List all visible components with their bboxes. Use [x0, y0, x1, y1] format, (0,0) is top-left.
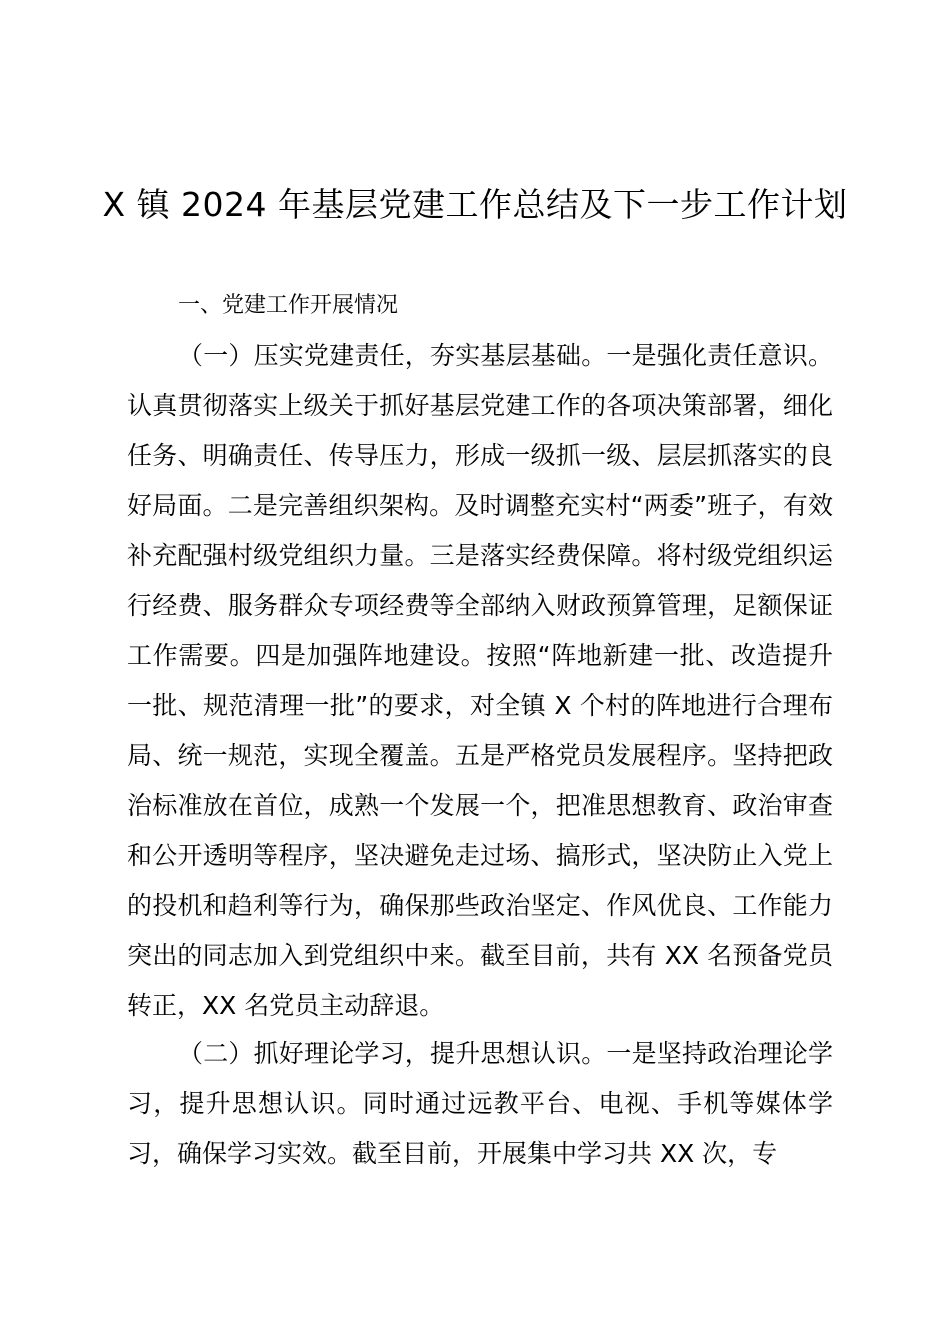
body-paragraph: （一）压实党建责任，夯实基层基础。一是强化责任意识。认真贯彻落实上级关于抓好基层党建工作的各项决策部署，细化任务、明确责任、传导压力，形成一级抓一级、层层抓落实的良好局面。二是完善组织架构。及时调整充实村“两委”班子，有效补充配强村级党组织力量。三是落实经费保障。将村级党组织运行经费、服务群众专项经费等全部纳入财政预算管理，足额保证工作需要。四是加强阵地建设。按照“阵地新建一批、改造提升一批、规范清理一批”的要求，对全镇 X 个村的阵地进行合理布局、统一规范，实现全覆盖。五是严格党员发展程序。坚持把政治标准放在首位，成熟一个发展一个，把准思想教育、政治审查和公开透明等程序，坚决避免走过场、搞形式，坚决防止入党上的投机和趋利等行为，确保那些政治坚定、作风优良、工作能力突出的同志加入到党组织中来。截至目前，共有 XX 名预备党员转正，XX 名党员主动辞退。: [127, 341, 833, 1020]
section-heading: 一、党建工作开展情况: [178, 293, 399, 318]
document-title: X 镇 2024 年基层党建工作总结及下一步工作计划: [102, 185, 848, 224]
body-paragraph: （二）抓好理论学习，提升思想认识。一是坚持政治理论学习，提升思想认识。同时通过远教平台、电视、手机等媒体学习，确保学习实效。截至目前，开展集中学习共 XX 次，专: [127, 1039, 833, 1168]
